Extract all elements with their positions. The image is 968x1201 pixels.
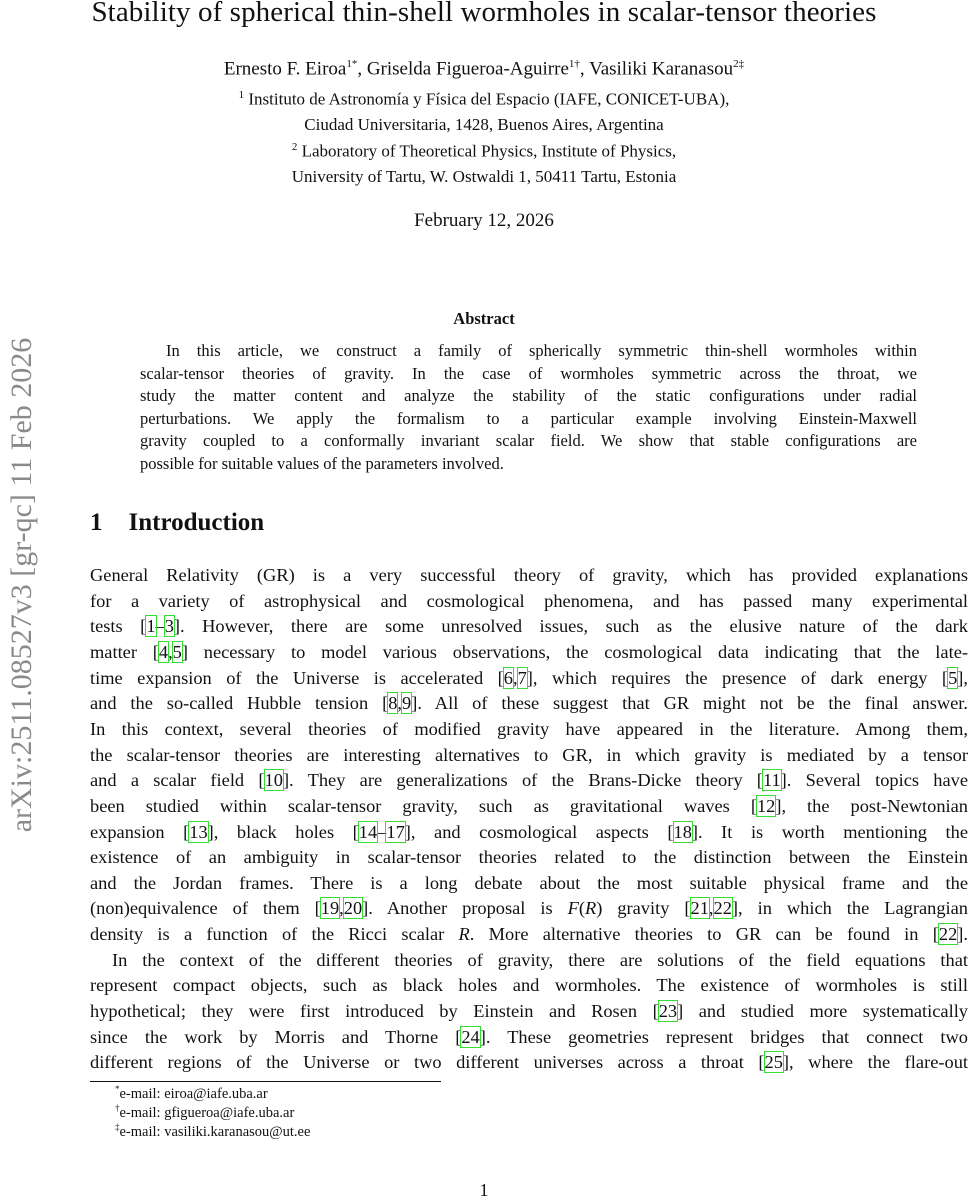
- footnote: [115, 1103, 294, 1122]
- body-line: In the context of the different theories of gravity, there are solutions of the field equations that: [112, 949, 968, 970]
- affiliation-1-address: Ciudad Universitaria, 1428, Buenos Aires, Argentina: [304, 115, 664, 134]
- citation-link[interactable]: 23: [658, 1001, 678, 1022]
- affiliation-2-address: University of Tartu, W. Ostwaldi 1, 50411 Tartu, Estonia: [291, 167, 677, 186]
- citation-link[interactable]: 3: [164, 616, 174, 637]
- body-line: represent compact objects, such as black holes and wormholes. The existence of wormholes is still: [90, 975, 968, 996]
- affiliation-1: [0, 89, 968, 110]
- abstract-line: scalar-tensor theories of gravity. In the case of wormholes symmetric across the throat, we: [140, 363, 917, 383]
- author-list: Ernesto F. Eiroa$^{1*}$, Griselda Figueroa-Aguirre$^{1\dagger}$, Vasiliki Karanasou$^{2\ddagger}$: [223, 58, 745, 80]
- body-line: expansion [13], black holes [14–17], and cosmological aspects [18]. It is worth mentioning the: [90, 821, 968, 842]
- body-line: matter [4,5] necessary to model various observations, the cosmological data indicating that the late-: [90, 641, 968, 662]
- body-line: hypothetical; they were first introduced by Einstein and Rosen [23] and studied more systematically: [90, 1001, 968, 1022]
- citation-link[interactable]: 25: [764, 1052, 783, 1073]
- section-number: 1: [90, 509, 103, 536]
- abstract-line: perturbations. We apply the formalism to a particular example involving Einstein-Maxwell: [140, 408, 917, 428]
- footnote-text: e-mail: gfigueroa@iafe.uba.ar: [119, 1104, 295, 1121]
- footnote-text: e-mail: eiroa@iafe.uba.ar: [119, 1085, 268, 1102]
- citation-link[interactable]: 20: [343, 898, 363, 919]
- abstract-line: In this article, we construct a family of spherically symmetric thin-shell wormholes within: [166, 341, 917, 360]
- footnote-mark: †: [115, 1103, 120, 1113]
- citation-link[interactable]: 14: [358, 821, 378, 842]
- citation-link[interactable]: 4: [158, 641, 169, 662]
- affiliation-text: Laboratory of Theoretical Physics, Institute of Physics,: [301, 141, 677, 161]
- affiliation-mark: 2: [291, 141, 298, 153]
- citation-link[interactable]: 19: [320, 898, 340, 919]
- body-line: and a scalar field [10]. They are generalizations of the Brans-Dicke theory [11]. Several topics have: [90, 770, 968, 791]
- abstract-line: possible for suitable values of the parameters involved.: [140, 454, 504, 473]
- body-line: (non)equivalence of them [19,20]. Another proposal is F(R) gravity [21,22], in which the Lagrangian: [90, 898, 968, 919]
- citation-link[interactable]: 24: [461, 1026, 480, 1047]
- body-line: since the work by Morris and Thorne [24]. These geometries represent bridges that connect two: [90, 1026, 968, 1047]
- citation-link[interactable]: 9: [402, 693, 412, 714]
- footnote: [115, 1122, 310, 1141]
- footnote-mark: ‡: [115, 1122, 120, 1132]
- abstract-line: study the matter content and analyze the stability of the static configurations under radial: [140, 386, 917, 406]
- section-heading: [90, 509, 264, 537]
- affiliation-mark: 1: [238, 89, 245, 101]
- body-line: and the Jordan frames. There is a long debate about the most suitable physical frame and the: [90, 872, 968, 893]
- citation-link[interactable]: 12: [756, 795, 776, 816]
- citation-link[interactable]: 7: [517, 667, 527, 688]
- body-line: In this context, several theories of modified gravity have appeared in the literature. Among them,: [90, 718, 968, 739]
- citation-link[interactable]: 22: [713, 898, 732, 919]
- body-line: General Relativity (GR) is a very successful theory of gravity, which has provided explanations: [90, 565, 968, 585]
- section-title: Introduction: [128, 509, 265, 536]
- body-line: different regions of the Universe or two different universes across a throat [25], where the flare-out: [90, 1052, 968, 1073]
- body-line: for a variety of astrophysical and cosmological phenomena, and has passed many experimental: [90, 590, 968, 611]
- author-name: Ernesto F. Eiroa: [223, 58, 347, 80]
- body-line: tests [1–3]. However, there are some unresolved issues, such as the elusive nature of the dark: [90, 616, 968, 637]
- citation-link[interactable]: 21: [690, 898, 709, 919]
- citation-link[interactable]: 5: [948, 667, 958, 688]
- affiliation-text: Instituto de Astronomía y Física del Espacio (IAFE, CONICET-UBA),: [248, 89, 730, 109]
- citation-link[interactable]: 1: [146, 616, 156, 637]
- author-name: Vasiliki Karanasou: [589, 58, 734, 80]
- author-name: Griselda Figueroa-Aguirre: [366, 58, 569, 80]
- abstract-line: gravity coupled to a conformally invariant scalar field. We show that stable configurations are: [140, 431, 917, 451]
- citation-link[interactable]: 10: [264, 770, 283, 791]
- body-line: time expansion of the Universe is accelerated [6,7], which requires the presence of dark energy [5],: [90, 667, 968, 688]
- body-line: and the so-called Hubble tension [8,9]. All of these suggest that GR might not be the final answer.: [90, 693, 968, 714]
- affiliation-2: [0, 141, 968, 162]
- paper-date: February 12, 2026: [414, 210, 554, 231]
- citation-link[interactable]: 8: [388, 693, 398, 714]
- footnote: [115, 1084, 268, 1103]
- body-line: density is a function of the Ricci scalar R. More alternative theories to GR can be found in [22].: [90, 924, 968, 945]
- arxiv-side-stamp: arXiv:2511.08527v3 [gr-qc] 11 Feb 2026: [5, 337, 38, 833]
- author-mark: 1†: [568, 58, 580, 70]
- footnote-rule: [90, 1081, 441, 1082]
- citation-link[interactable]: 11: [762, 770, 781, 791]
- page-number: 1: [479, 1180, 489, 1200]
- abstract-heading: Abstract: [453, 309, 515, 328]
- citation-link[interactable]: 6: [503, 667, 513, 688]
- author-mark: 2‡: [733, 58, 745, 70]
- body-line: the scalar-tensor theories are interesting alternatives to GR, in which gravity is mediated by a tensor: [90, 744, 968, 765]
- citation-link[interactable]: 5: [172, 641, 182, 662]
- footnote-text: e-mail: vasiliki.karanasou@ut.ee: [119, 1123, 311, 1140]
- body-line: existence of an ambiguity in scalar-tensor theories related to the distinction between the Einstein: [90, 847, 968, 868]
- citation-link[interactable]: 18: [673, 821, 692, 842]
- paper-title: Stability of spherical thin-shell wormholes in scalar-tensor theories: [91, 0, 877, 28]
- body-line: been studied within scalar-tensor gravity, such as gravitational waves [12], the post-Newtonian: [90, 795, 968, 816]
- citation-link[interactable]: 22: [938, 924, 958, 945]
- citation-link[interactable]: 13: [189, 821, 208, 842]
- author-mark: 1*: [346, 58, 358, 70]
- footnote-mark: *: [115, 1084, 120, 1094]
- citation-link[interactable]: 17: [386, 821, 405, 842]
